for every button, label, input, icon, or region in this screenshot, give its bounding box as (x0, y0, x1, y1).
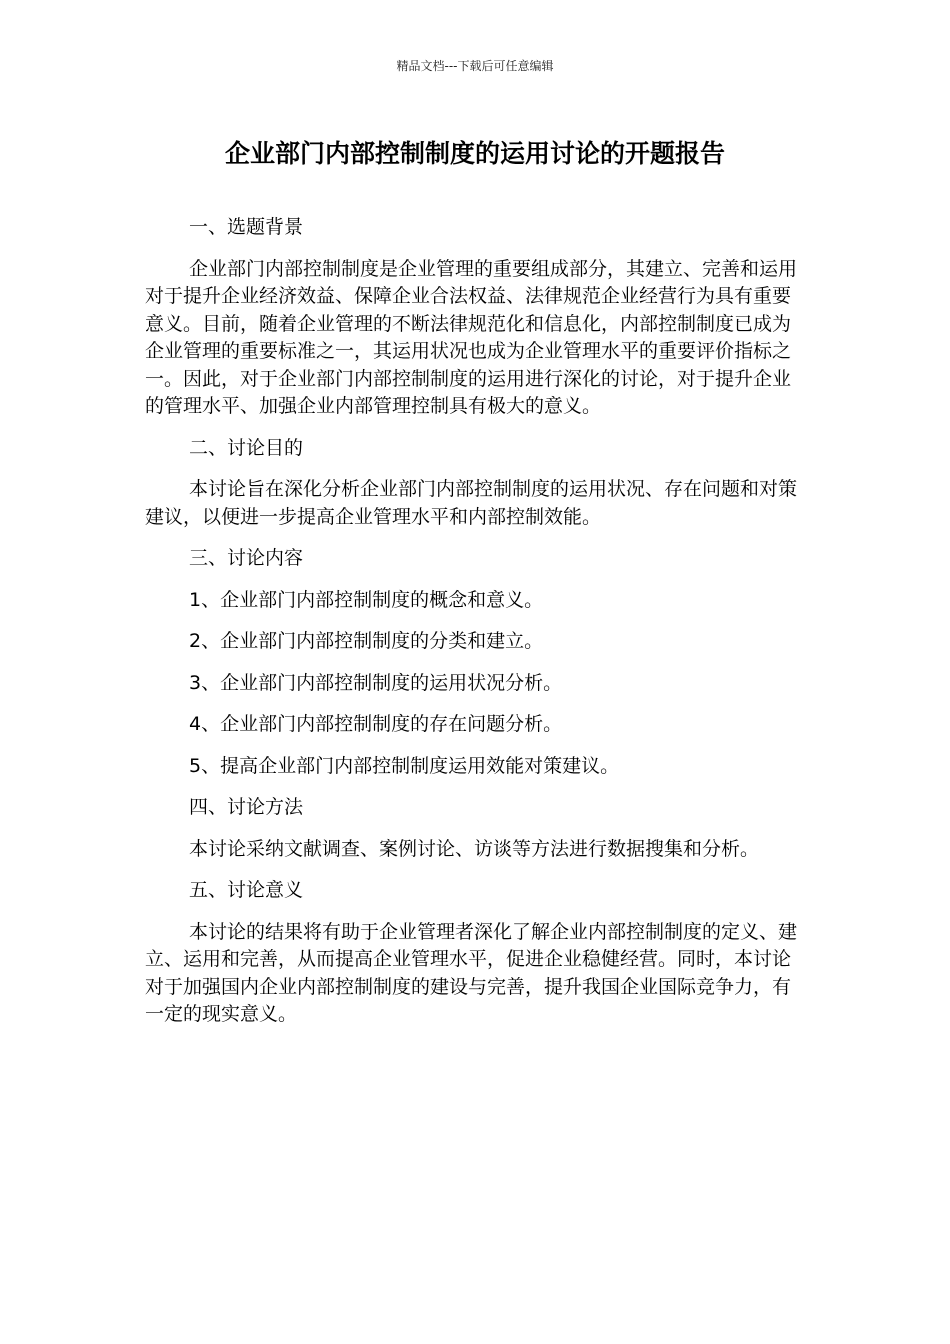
list-item: 5、提高企业部门内部控制制度运用效能对策建议。 (189, 754, 620, 777)
list-item: 1、企业部门内部控制制度的概念和意义。 (189, 588, 544, 611)
section-heading-purpose: 二、讨论目的 (189, 436, 304, 459)
document-title: 企业部门内部控制制度的运用讨论的开题报告 (224, 139, 725, 168)
section-heading-content: 三、讨论内容 (189, 547, 304, 569)
section-heading-significance: 五、讨论意义 (189, 879, 304, 901)
document-body (145, 214, 805, 1043)
section-paragraph-significance: 本讨论的结果将有助于企业管理者深化了解企业内部控制制度的定义、建立、运用和完善，从而提高企业管理水平，促进企业稳健经营。同时，本讨论对于加强国内企业内部控制制度的建设与完善，提升我国企业国际竞争力，有一定的现实意义。 (145, 920, 798, 1025)
list-item: 3、企业部门内部控制制度的运用状况分析。 (189, 671, 563, 694)
list-item: 2、企业部门内部控制制度的分类和建立。 (189, 630, 544, 652)
page-header-note: 精品文档---下载后可任意编辑 (396, 59, 554, 73)
section-heading-method: 四、讨论方法 (189, 796, 304, 818)
section-paragraph-purpose: 本讨论旨在深化分析企业部门内部控制制度的运用状况、存在问题和对策建议，以便进一步提高企业管理水平和内部控制效能。 (145, 478, 798, 528)
section-paragraph-background: 企业部门内部控制制度是企业管理的重要组成部分，其建立、完善和运用对于提升企业经济效益、保障企业合法权益、法律规范企业经营行为具有重要意义。目前，随着企业管理的不断法律规范化和信息化，内部控制制度已成为企业管理的重要标准之一，其运用状况也成为企业管理水平的重要评价指标之一。因此，对于企业部门内部控制制度的运用进行深化的讨论，对于提升企业的管理水平、加强企业内部管理控制具有极大的意义。 (145, 257, 798, 417)
section-paragraph-method: 本讨论采纳文献调查、案例讨论、访谈等方法进行数据搜集和分析。 (189, 837, 760, 860)
list-item: 4、企业部门内部控制制度的存在问题分析。 (189, 713, 563, 735)
section-heading-background: 一、选题背景 (189, 216, 304, 238)
